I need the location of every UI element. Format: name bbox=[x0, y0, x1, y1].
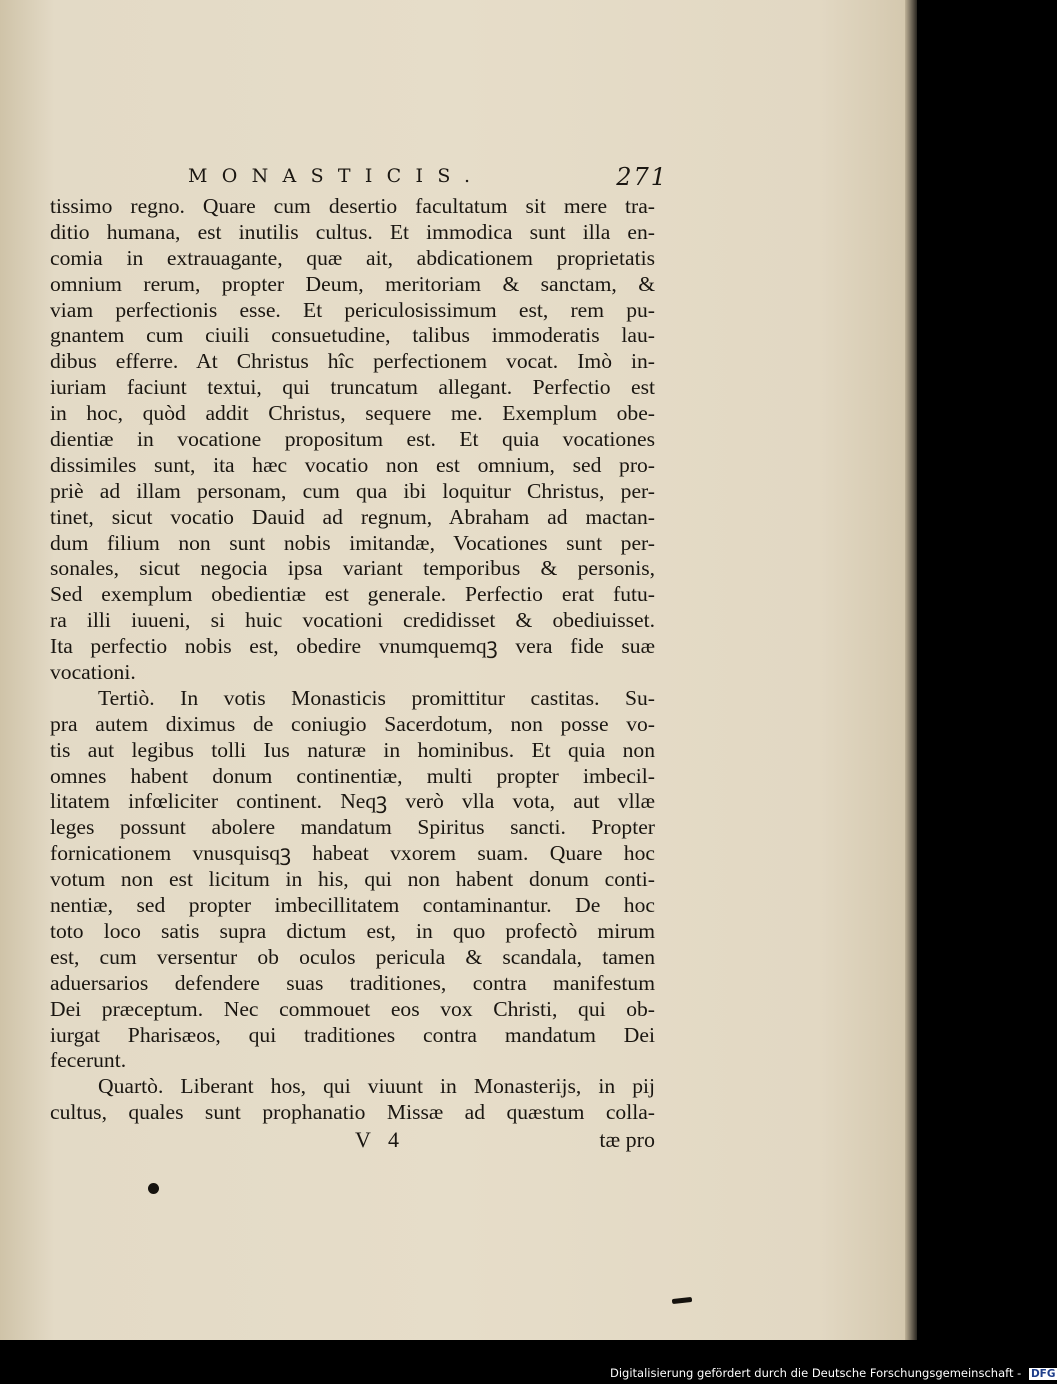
text-line: ra illi iuueni, si huic vocationi credidisset & obediuisset. bbox=[50, 608, 655, 633]
digitization-credit bbox=[610, 1366, 1057, 1380]
text-line: comia in extrauagante, quæ ait, abdicationem proprietatis bbox=[50, 245, 655, 270]
text-line: Dei præceptum. Nec commouet eos vox Christi, qui ob- bbox=[50, 996, 655, 1021]
running-head: MONASTICIS. bbox=[188, 165, 485, 187]
text-line: nentiæ, sed propter imbecillitatem contaminantur. De hoc bbox=[50, 893, 655, 918]
page-number: 271 bbox=[616, 163, 668, 191]
text-line: dientiæ in vocatione propositum est. Et quia vocationes bbox=[50, 427, 655, 452]
text-line: pra autem diximus de coniugio Sacerdotum, non posse vo- bbox=[50, 711, 655, 736]
text-line: tis aut legibus tolli Ius naturæ in hominibus. Et quia non bbox=[50, 737, 655, 762]
text-line: viam perfectionis esse. Et periculosissimum est, rem pu- bbox=[50, 297, 655, 322]
text-line: Sed exemplum obedientiæ est generale. Perfectio erat futu- bbox=[50, 582, 655, 607]
text-line: fecerunt. bbox=[50, 1048, 127, 1073]
credit-text: Digitalisierung gefördert durch die Deutsche Forschungsgemeinschaft - bbox=[610, 1366, 1022, 1380]
text-line: iurgat Pharisæos, qui traditiones contra mandatum Dei bbox=[50, 1022, 655, 1047]
page-footer bbox=[50, 1127, 655, 1157]
text-line: vocationi. bbox=[50, 660, 136, 685]
ink-dot bbox=[148, 1183, 159, 1194]
text-line: gnantem cum ciuili consuetudine, talibus immoderatis lau- bbox=[50, 323, 655, 348]
text-line: litatem infœliciter continent. Neqꝫ verò vlla vota, aut vllæ bbox=[50, 789, 655, 814]
page-header bbox=[188, 163, 668, 193]
text-line: tinet, sicut vocatio Dauid ad regnum, Abraham ad mactan- bbox=[50, 504, 655, 529]
text-line: cultus, quales sunt prophanatio Missæ ad quæstum colla- bbox=[50, 1100, 655, 1125]
text-line: omnes habent donum continentiæ, multi propter imbecil- bbox=[50, 763, 655, 788]
text-line: dissimiles sunt, ita hæc vocatio non est omnium, sed pro- bbox=[50, 452, 655, 477]
text-line: sonales, sicut negocia ipsa variant temporibus & personis, bbox=[50, 556, 655, 581]
text-line: toto loco satis supra dictum est, in quo profectò mirum bbox=[50, 918, 655, 943]
text-line: tissimo regno. Quare cum desertio facultatum sit mere tra- bbox=[50, 194, 655, 218]
text-line: omnium rerum, propter Deum, meritoriam & sanctam, & bbox=[50, 271, 655, 296]
catchword: tæ pro bbox=[599, 1127, 655, 1152]
text-line: leges possunt abolere mandatum Spiritus sancti. Propter bbox=[50, 815, 655, 840]
text-line: in hoc, quòd addit Christus, sequere me. Exemplum obe- bbox=[50, 401, 655, 426]
page-edge-shadow bbox=[905, 0, 917, 1340]
text-line: votum non est licitum in his, qui non habent donum conti- bbox=[50, 867, 655, 892]
dfg-logo: DFG bbox=[1030, 1367, 1056, 1380]
text-line: est, cum versentur ob oculos pericula & scandala, tamen bbox=[50, 944, 655, 969]
body-text bbox=[50, 194, 655, 1126]
signature-mark: V 4 bbox=[355, 1127, 405, 1152]
text-line: iuriam faciunt textui, qui truncatum allegant. Perfectio est bbox=[50, 375, 655, 400]
text-line: Tertiò. In votis Monasticis promittitur castitas. Su- bbox=[98, 685, 655, 710]
text-line: Quartò. Liberant hos, qui viuunt in Monasterijs, in pij bbox=[98, 1074, 655, 1099]
text-line: aduersarios defendere suas traditiones, contra manifestum bbox=[50, 970, 655, 995]
text-line: Ita perfectio nobis est, obedire vnumquemqꝫ vera fide suæ bbox=[50, 634, 655, 659]
text-line: dum filium non sunt nobis imitandæ, Vocationes sunt per- bbox=[50, 530, 655, 555]
text-line: ditio humana, est inutilis cultus. Et immodica sunt illa en- bbox=[50, 219, 655, 244]
text-line: priè ad illam personam, cum qua ibi loquitur Christus, per- bbox=[50, 478, 655, 503]
text-line: fornicationem vnusquisqꝫ habeat vxorem suam. Quare hoc bbox=[50, 841, 655, 866]
text-line: dibus efferre. At Christus hîc perfectionem vocat. Imò in- bbox=[50, 349, 655, 374]
